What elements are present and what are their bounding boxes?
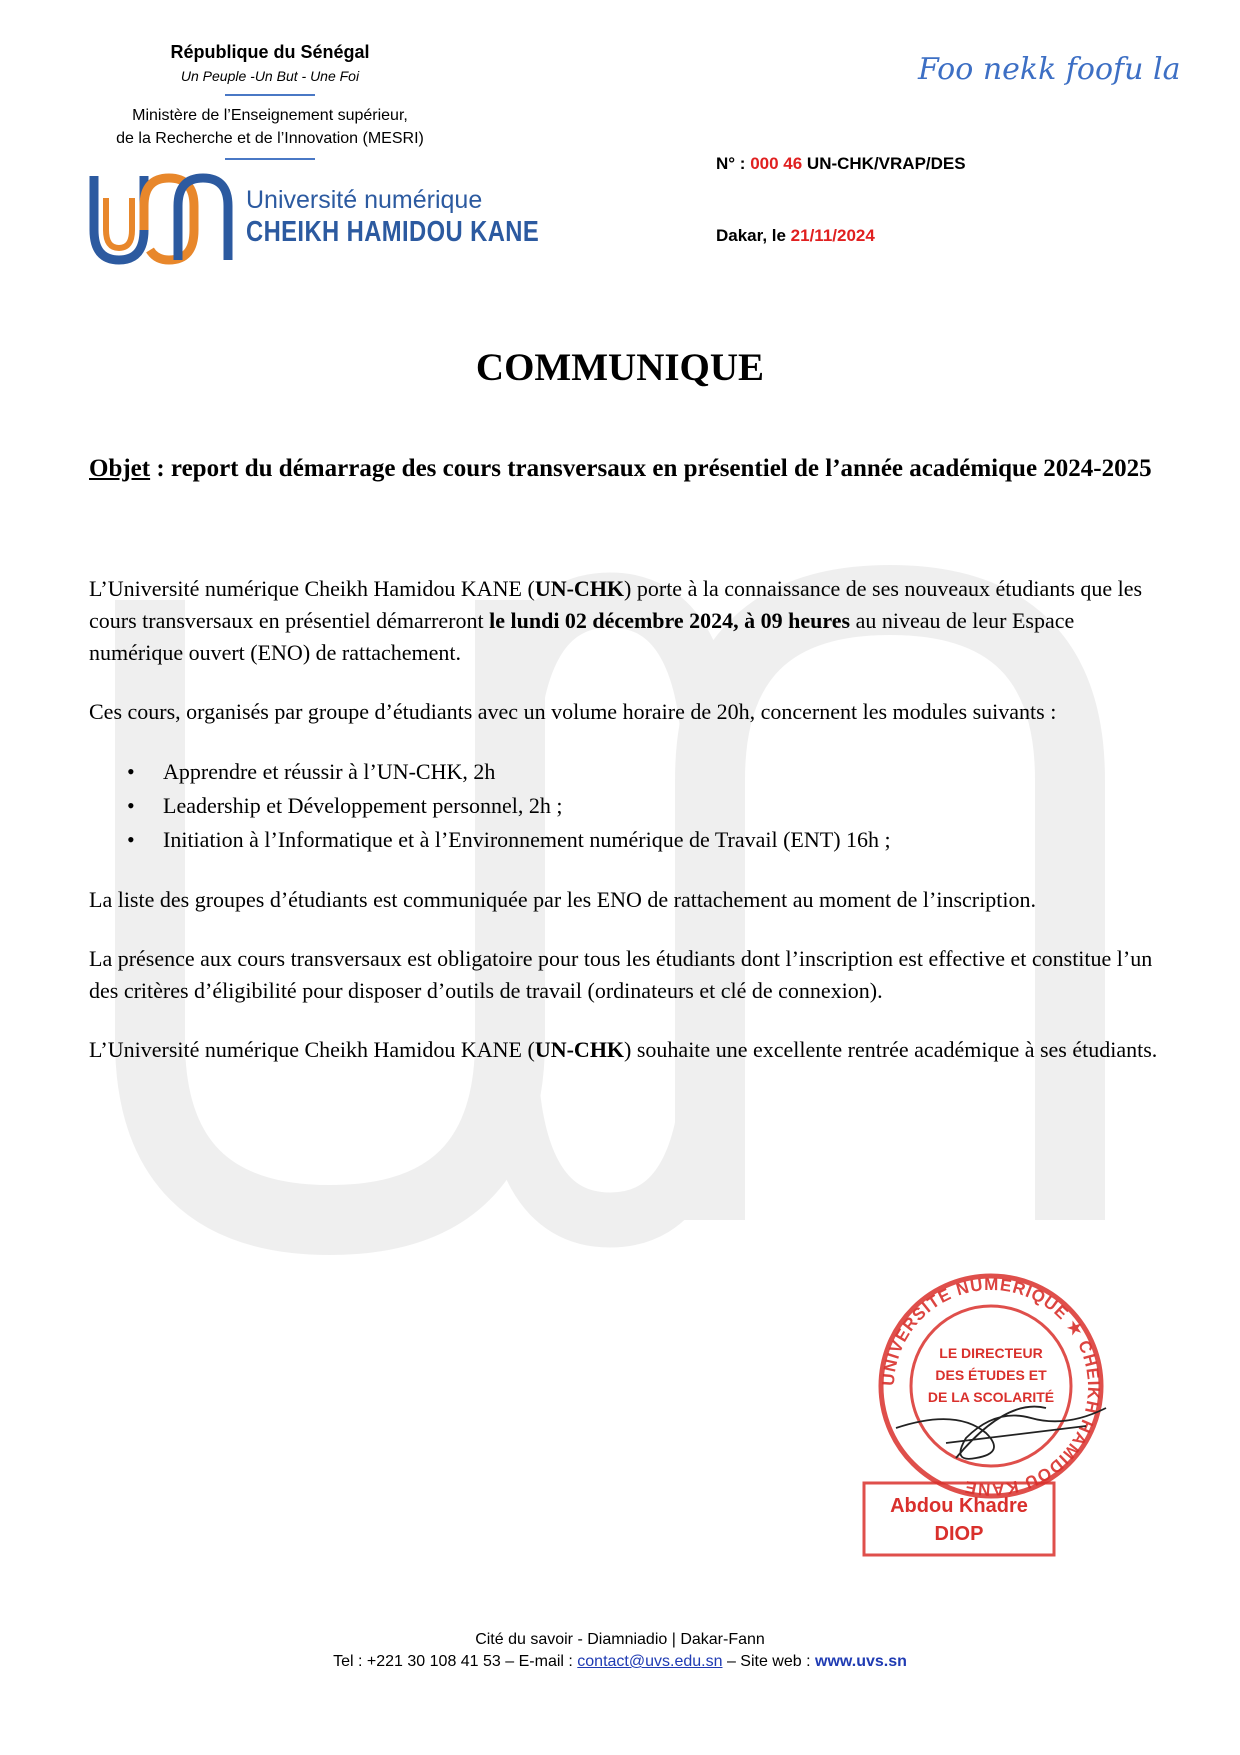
list-item: • Apprendre et réussir à l’UN-CHK, 2h bbox=[163, 755, 1163, 789]
text: L’Université numérique Cheikh Hamidou KANE ( bbox=[89, 1037, 535, 1062]
paragraph-announcement bbox=[89, 573, 1163, 669]
list-item: • Initiation à l’Informatique et à l’Environnement numérique de Travail (ENT) 16h ; bbox=[163, 823, 1163, 857]
signatory-name-line-1: Abdou Khadre bbox=[890, 1495, 1028, 1517]
official-stamp bbox=[836, 1258, 1166, 1558]
footer bbox=[0, 1629, 1240, 1673]
subject-label: Objet bbox=[89, 455, 151, 482]
document-title: COMMUNIQUE bbox=[475, 346, 765, 389]
stamp-inner-line-2: DES ÉTUDES ET bbox=[935, 1367, 1047, 1383]
paragraph-attendance: La présence aux cours transversaux est obligatoire pour tous les étudiants dont l’inscription est effective et constitue l’un des critères d’éligibilité pour disposer d’outils de travail (ordinateurs et clé de connexion). bbox=[89, 946, 1153, 1003]
divider bbox=[225, 94, 315, 96]
logo-text-line-2: CHEIKH HAMIDOU KANE bbox=[246, 216, 540, 248]
date-value: 21/11/2024 bbox=[790, 226, 875, 245]
logo-text-line-1: Université numérique bbox=[246, 186, 483, 214]
text-bold: UN-CHK bbox=[534, 576, 625, 601]
signatory-name-line-2: DIOP bbox=[934, 1523, 984, 1545]
stamp-ring-text: UNIVERSITE NUMERIQUE ★ CHEIKH HAMIDOU KANE bbox=[878, 1274, 1104, 1500]
text: ) souhaite une excellente rentrée académique à ses étudiants. bbox=[624, 1037, 1158, 1062]
email-link[interactable]: contact@uvs.edu.sn bbox=[577, 1653, 723, 1670]
text: L’Université numérique Cheikh Hamidou KANE ( bbox=[89, 576, 535, 601]
paragraph-modules-intro: Ces cours, organisés par groupe d’étudiants avec un volume horaire de 20h, concernent les modules suivants : bbox=[89, 699, 1057, 724]
ministry-line-1: Ministère de l’Enseignement supérieur, bbox=[132, 107, 408, 124]
reference-label: N° : bbox=[716, 154, 751, 173]
stamp-inner-line-3: DE LA SCOLARITÉ bbox=[927, 1389, 1055, 1405]
footer-site-label: – Site web : bbox=[722, 1653, 815, 1670]
text: au niveau de leur Espace numérique ouvert (ENO) de rattachement. bbox=[89, 608, 1075, 665]
stamp-inner-line-1: LE DIRECTEUR bbox=[939, 1345, 1043, 1361]
university-logo-mark bbox=[86, 168, 236, 268]
document-body bbox=[89, 573, 1163, 1093]
paragraph-closing bbox=[89, 1034, 1163, 1066]
paragraph-groups: La liste des groupes d’étudiants est communiquée par les ENO de rattachement au moment de l’inscription. bbox=[89, 887, 1036, 912]
text: ) porte à la connaissance de ses nouveaux étudiants que les cours transversaux en présentiel démarreront bbox=[89, 576, 1143, 633]
reference-number bbox=[716, 154, 966, 174]
footer-address: Cité du savoir - Diamniadio | Dakar-Fann bbox=[475, 1631, 765, 1648]
text-bold: UN-CHK bbox=[534, 1037, 625, 1062]
slogan: Foo nekk foofu la bbox=[918, 52, 1181, 87]
document-date bbox=[716, 226, 875, 246]
republic-name: République du Sénégal bbox=[170, 42, 370, 62]
footer-contacts bbox=[0, 1651, 1240, 1673]
reference-code: UN-CHK/VRAP/DES bbox=[802, 154, 966, 173]
footer-tel: Tel : +221 30 108 41 53 – E-mail : bbox=[333, 1653, 578, 1670]
university-logo bbox=[86, 168, 540, 268]
ministry-line-2: de la Recherche et de l’Innovation (MESRI) bbox=[116, 130, 424, 147]
subject-text: : report du démarrage des cours transversaux en présentiel de l’année académique 2024-2025 bbox=[150, 455, 1152, 482]
national-motto: Un Peuple -Un But - Une Foi bbox=[180, 68, 360, 84]
government-header bbox=[110, 42, 430, 160]
modules-list bbox=[163, 755, 1163, 857]
reference-number-value: 000 46 bbox=[750, 154, 803, 173]
date-label: Dakar, le bbox=[716, 226, 791, 245]
start-date-bold: le lundi 02 décembre 2024, à 09 heures bbox=[489, 608, 851, 633]
list-item: • Leadership et Développement personnel, 2h ; bbox=[163, 789, 1163, 823]
website-link[interactable]: www.uvs.sn bbox=[815, 1653, 907, 1670]
divider bbox=[225, 158, 315, 160]
subject-line bbox=[89, 446, 1169, 492]
